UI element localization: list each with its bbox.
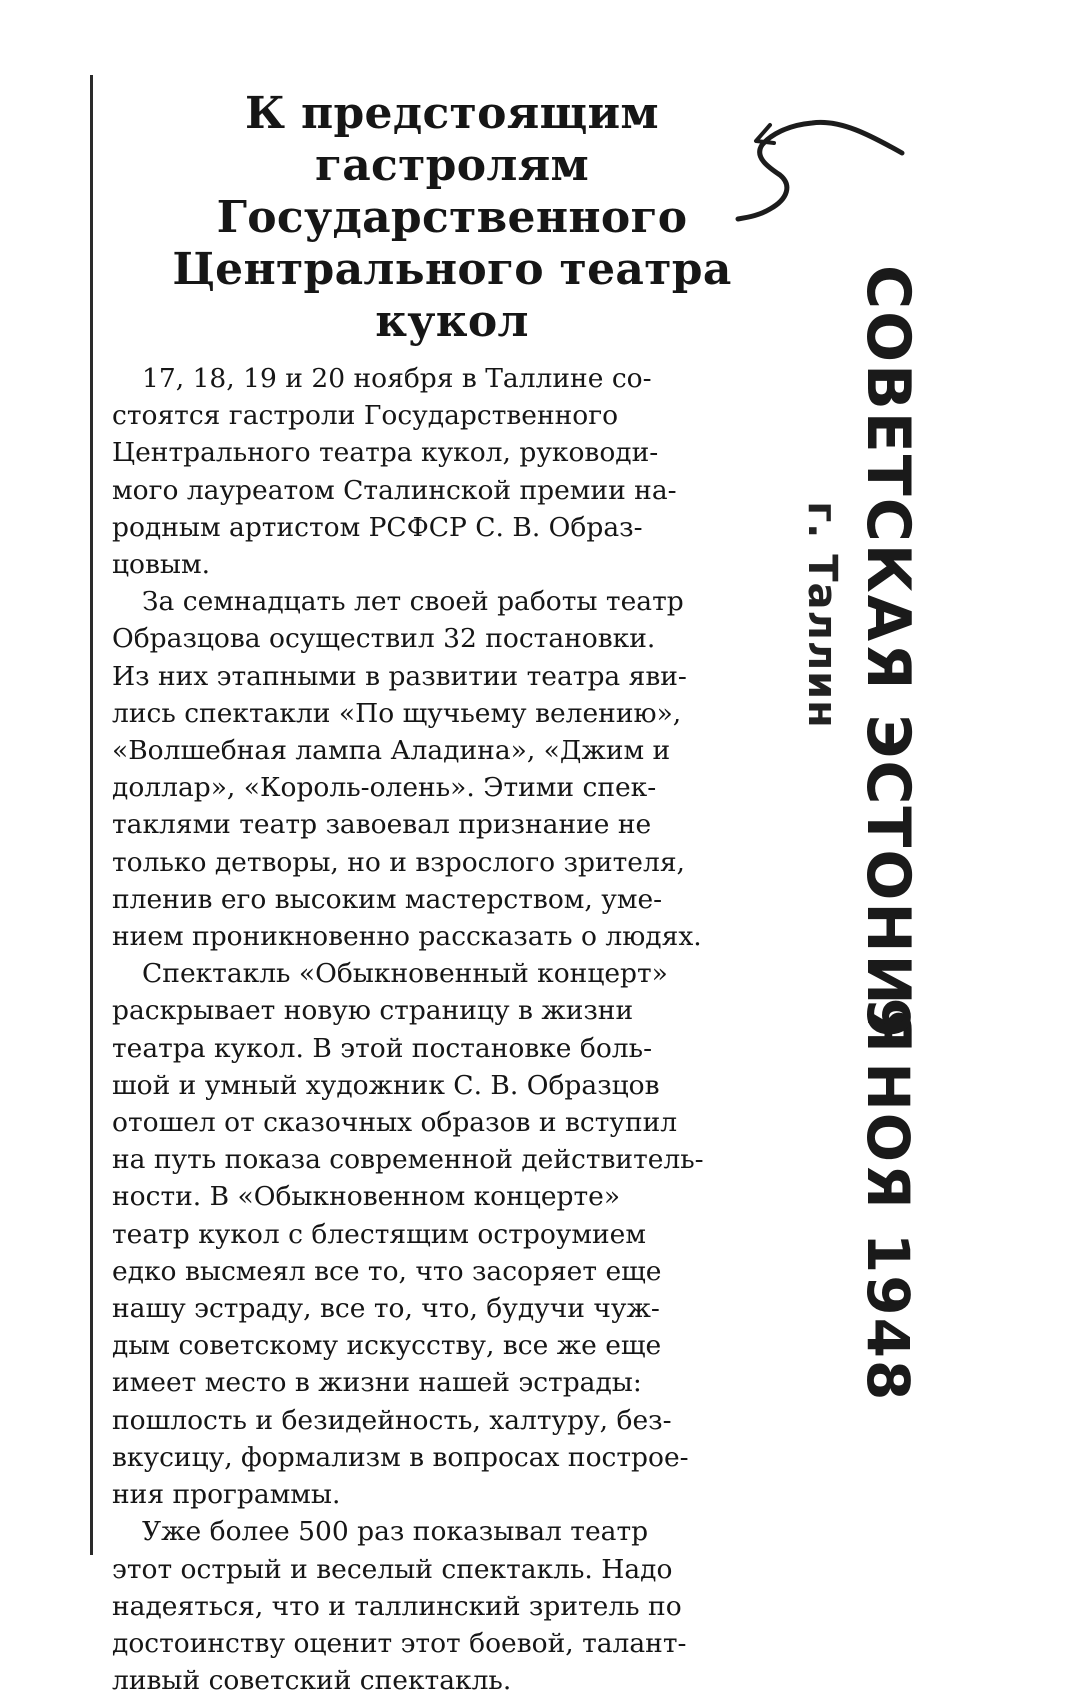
text-line: достоинству оценит этот боевой, талант- — [112, 1627, 687, 1659]
text-line: пошлость и безидейность, халтуру, без- — [112, 1404, 672, 1436]
text-line: дым советскому искусству, все же еще — [112, 1330, 662, 1362]
text-line: нашу эстраду, все то, что, будучи чуж- — [112, 1293, 660, 1325]
paragraph-3 — [112, 955, 792, 1513]
text-line: доллар», «Король-олень». Этими спек- — [112, 772, 657, 804]
headline-line: К предстоящим гастролям — [245, 88, 659, 191]
paragraph-4 — [112, 1513, 792, 1699]
text-line: Центрального театра кукол, руководи- — [112, 437, 659, 469]
text-line: вкусицу, формализм в вопросах построе- — [112, 1441, 689, 1473]
headline-line: Государственного — [216, 192, 688, 243]
text-line: Из них этапными в развитии театра яви- — [112, 660, 687, 692]
text-line: имеет место в жизни нашей эстрады: — [112, 1367, 642, 1399]
text-line: нием проникновенно рассказать о людях. — [112, 921, 702, 953]
text-line: Спектакль «Обыкновенный концерт» — [142, 958, 668, 990]
city-stamp: г. Таллин — [799, 501, 845, 729]
headline — [112, 88, 792, 348]
text-line: таклями театр завоевал признание не — [112, 809, 652, 841]
text-line: этот острый и веселый спектакль. Надо — [112, 1553, 673, 1585]
text-line: Образцова осуществил 32 постановки. — [112, 623, 656, 655]
text-line: отошел от сказочных образов и вступил — [112, 1107, 678, 1139]
text-line: «Волшебная лампа Аладина», «Джим и — [112, 735, 671, 767]
text-line: стоятся гастроли Государственного — [112, 400, 619, 432]
text-line: цовым. — [112, 549, 211, 581]
headline-line: Центрального театра кукол — [172, 244, 732, 347]
text-line: ливый советский спектакль. — [112, 1665, 512, 1697]
clipping-left-edge — [90, 75, 93, 1555]
text-line: ности. В «Обыкновенном концерте» — [112, 1181, 621, 1213]
date-stamp: 9 НОЯ 1948 — [854, 997, 922, 1403]
text-line: 17, 18, 19 и 20 ноября в Таллине со- — [142, 363, 652, 394]
paragraph-2 — [112, 583, 792, 955]
text-line: на путь показа современной действитель- — [112, 1144, 704, 1176]
text-line: театра кукол. В этой постановке боль- — [112, 1032, 653, 1064]
text-line: лись спектакли «По щучьему велению», — [112, 697, 682, 729]
text-line: шой и умный художник С. В. Образцов — [112, 1069, 660, 1101]
text-line: надеяться, что и таллинский зритель по — [112, 1590, 682, 1622]
handwritten-arrow-mark — [730, 95, 910, 225]
text-line: театр кукол с блестящим остроумием — [112, 1218, 646, 1250]
text-line: только детворы, но и взрослого зрителя, — [112, 846, 685, 878]
text-line: За семнадцать лет своей работы театр — [142, 586, 684, 618]
text-line: мого лауреатом Сталинской премии на- — [112, 474, 677, 506]
newspaper-name-stamp: СОВЕТСКАЯ ЭСТОНИЯ — [853, 265, 923, 1055]
article — [112, 88, 792, 1699]
paragraph-1 — [112, 360, 792, 583]
text-line: едко высмеял все то, что засоряет еще — [112, 1255, 662, 1287]
text-line: раскрывает новую страницу в жизни — [112, 995, 634, 1027]
text-line: ния программы. — [112, 1479, 341, 1511]
text-line: пленив его высоким мастерством, уме- — [112, 883, 663, 915]
text-line: родным артистом РСФСР С. В. Образ- — [112, 511, 643, 543]
text-line: Уже более 500 раз показывал театр — [142, 1516, 649, 1548]
